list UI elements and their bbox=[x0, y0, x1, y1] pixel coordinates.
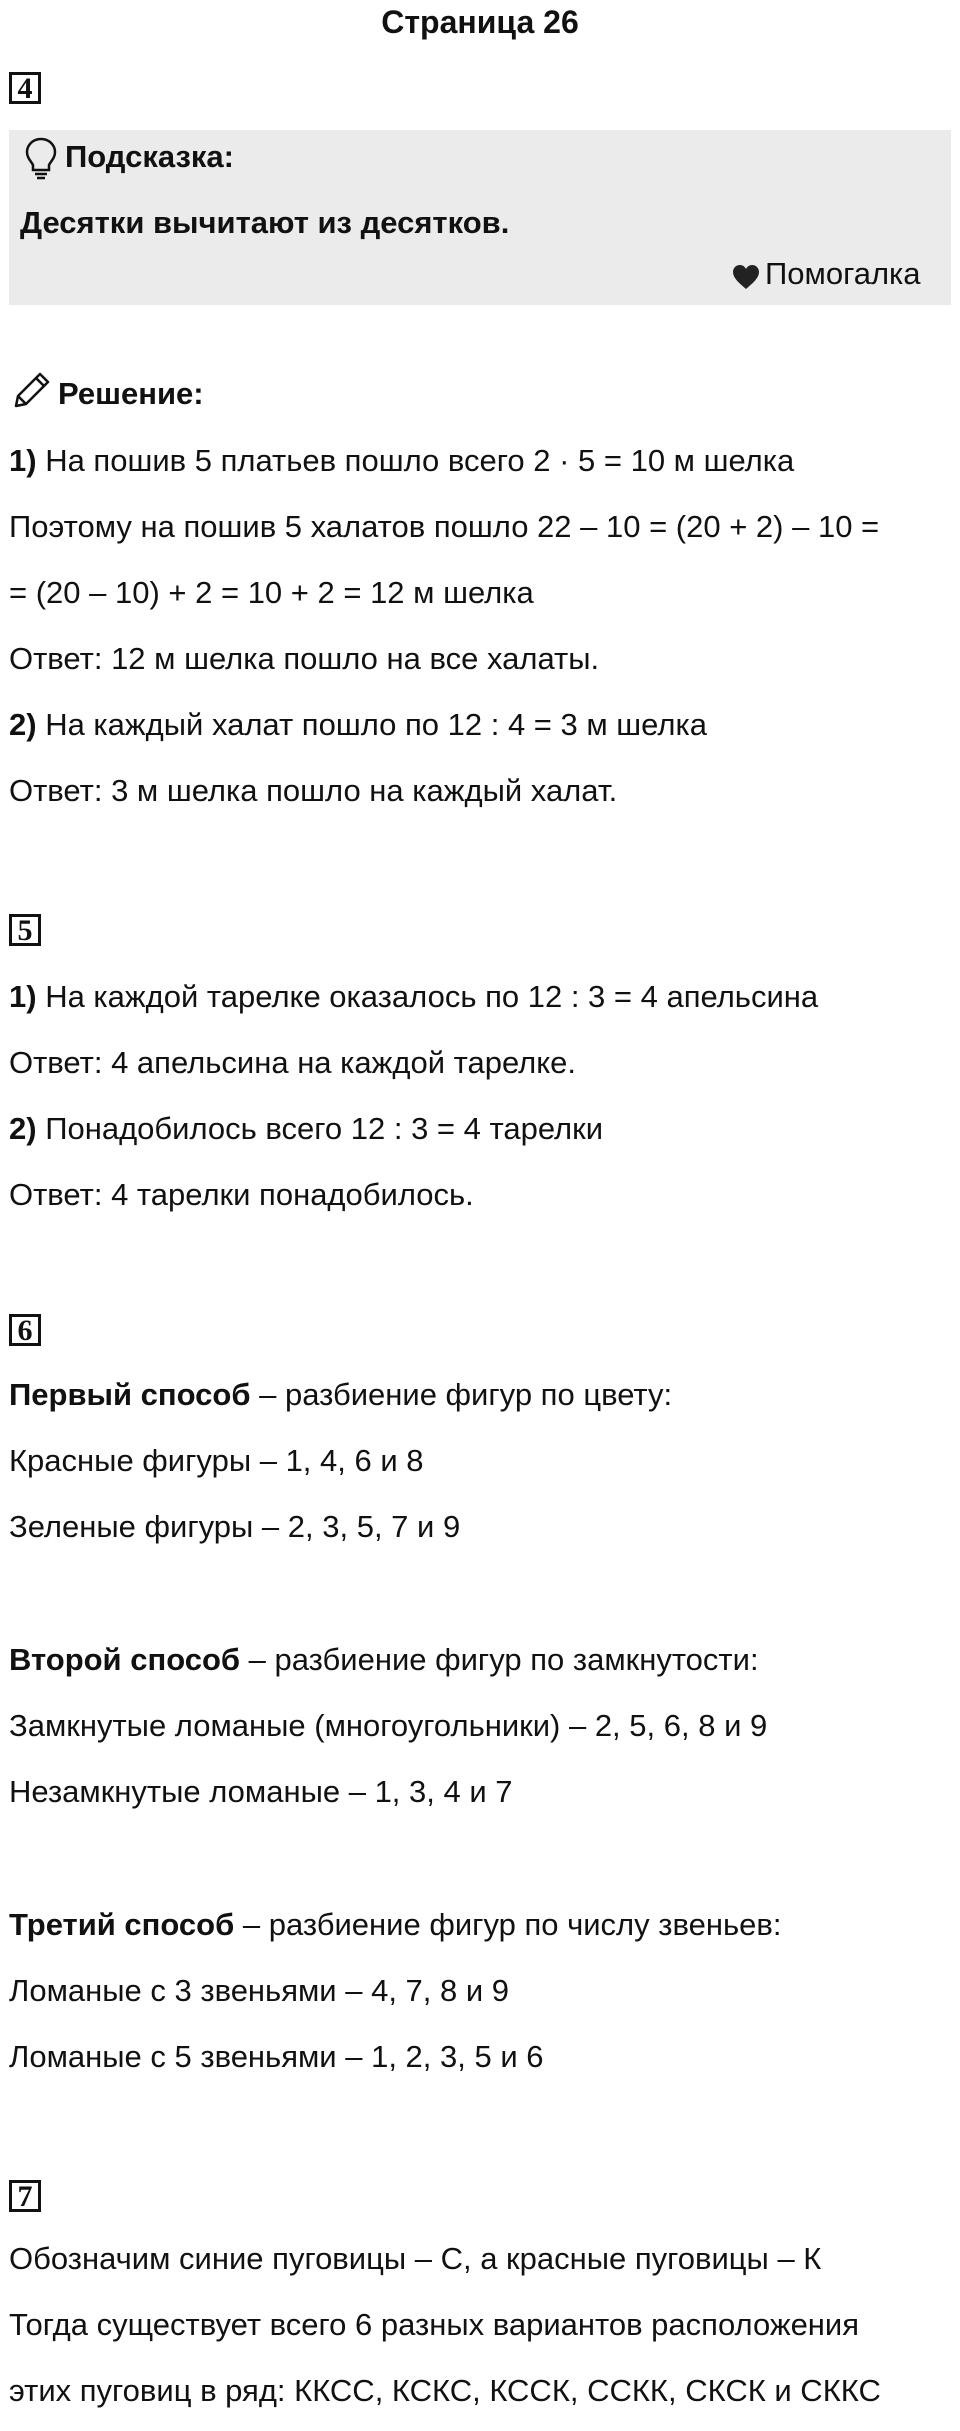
heart-icon bbox=[731, 263, 761, 291]
hint-label: Подсказка: bbox=[65, 139, 234, 174]
task5-line-1: 1) На каждой тарелке оказалось по 12 : 3 = 4 апельсина bbox=[9, 979, 819, 1014]
task4-line-1: 1) На пошив 5 платьев пошло всего 2 · 5 = 10 м шелка bbox=[9, 443, 795, 478]
hint-text: Десятки вычитают из десятков. bbox=[20, 205, 510, 240]
task5-answer-2: Ответ: 4 тарелки понадобилось. bbox=[9, 1177, 474, 1212]
way3-line-1: Ломаные с 3 звеньями – 4, 7, 8 и 9 bbox=[9, 1973, 510, 2008]
task-number-6: 6 bbox=[9, 1314, 41, 1346]
helper-link[interactable]: Помогалка bbox=[765, 256, 921, 291]
task7-line-1: Обозначим синие пуговицы – С, а красные пуговицы – К bbox=[9, 2241, 822, 2276]
task4-answer-2: Ответ: 3 м шелка пошло на каждый халат. bbox=[9, 773, 618, 808]
task4-line-2: Поэтому на пошив 5 халатов пошло 22 – 10 = (20 + 2) – 10 = bbox=[9, 509, 880, 544]
way2-line-1: Замкнутые ломаные (многоугольники) – 2, 5, 6, 8 и 9 bbox=[9, 1708, 768, 1743]
lightbulb-icon bbox=[23, 136, 59, 180]
way3-heading: Третий способ – разбиение фигур по числу звеньев: bbox=[9, 1907, 782, 1942]
way3-line-2: Ломаные с 5 звеньями – 1, 2, 3, 5 и 6 bbox=[9, 2039, 544, 2074]
task-number-4: 4 bbox=[9, 72, 41, 104]
task5-answer-1: Ответ: 4 апельсина на каждой тарелке. bbox=[9, 1045, 577, 1080]
pencil-icon bbox=[10, 368, 54, 412]
way2-line-2: Незамкнутые ломаные – 1, 3, 4 и 7 bbox=[9, 1774, 513, 1809]
task-number-5: 5 bbox=[9, 914, 41, 946]
task-number-7: 7 bbox=[9, 2180, 41, 2212]
way1-heading: Первый способ – разбиение фигур по цвету: bbox=[9, 1377, 673, 1412]
page-title: Страница 26 bbox=[381, 4, 579, 40]
way1-line-2: Зеленые фигуры – 2, 3, 5, 7 и 9 bbox=[9, 1509, 461, 1544]
hint-box bbox=[9, 130, 951, 305]
way2-heading: Второй способ – разбиение фигур по замкнутости: bbox=[9, 1642, 759, 1677]
way1-line-1: Красные фигуры – 1, 4, 6 и 8 bbox=[9, 1443, 424, 1478]
task7-line-2: Тогда существует всего 6 разных вариантов расположения bbox=[9, 2307, 860, 2342]
task4-line-4: 2) На каждый халат пошло по 12 : 4 = 3 м шелка bbox=[9, 707, 707, 742]
task4-answer-1: Ответ: 12 м шелка пошло на все халаты. bbox=[9, 641, 600, 676]
task4-line-3: = (20 – 10) + 2 = 10 + 2 = 12 м шелка bbox=[9, 575, 534, 610]
solution-label: Решение: bbox=[58, 376, 204, 411]
task5-line-2: 2) Понадобилось всего 12 : 3 = 4 тарелки bbox=[9, 1111, 604, 1146]
task7-line-3: этих пуговиц в ряд: ККСС, КСКС, КССК, ССКК, СКСК и СККС bbox=[9, 2373, 881, 2408]
